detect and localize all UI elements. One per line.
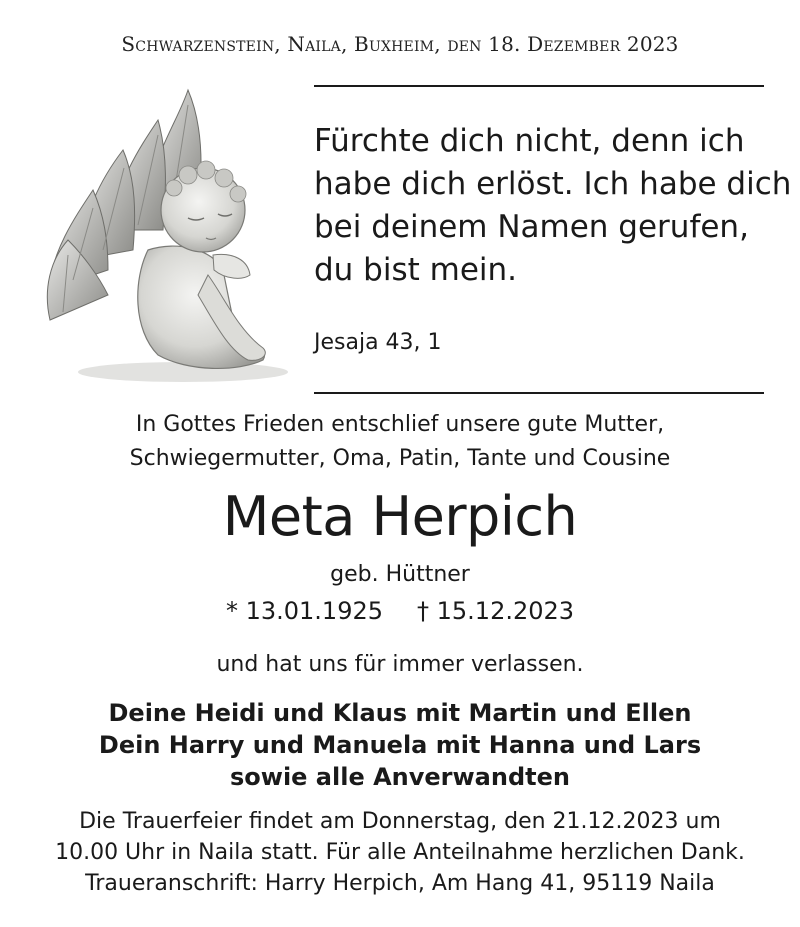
funeral-notice <box>0 806 800 899</box>
death-date: † 15.12.2023 <box>417 597 575 625</box>
notice-line: 10.00 Uhr in Naila statt. Für alle Anteilnahme herzlichen Dank. <box>55 840 745 865</box>
intro-line: Schwiegermutter, Oma, Patin, Tante und Cousine <box>129 446 671 471</box>
mourner-line: Deine Heidi und Klaus mit Martin und Ellen <box>108 699 692 727</box>
mourner-line: sowie alle Anverwandten <box>230 763 570 791</box>
bible-verse <box>314 120 792 292</box>
verse-reference: Jesaja 43, 1 <box>314 330 442 355</box>
place-date-header: Schwarzenstein, Naila, Buxheim, den 18. Dezember 2023 <box>121 32 679 56</box>
life-dates <box>0 597 800 625</box>
top-divider <box>314 85 764 87</box>
notice-line: Die Trauerfeier findet am Donnerstag, den 21.12.2023 um <box>79 809 721 834</box>
bottom-divider <box>314 392 764 394</box>
verse-line: bei deinem Namen gerufen, <box>314 209 749 245</box>
maiden-name: geb. Hüttner <box>330 562 470 587</box>
deceased-name: Meta Herpich <box>222 485 578 548</box>
verse-line: du bist mein. <box>314 252 518 288</box>
departure-text: und hat uns für immer verlassen. <box>216 652 584 677</box>
birth-date: * 13.01.1925 <box>225 597 383 625</box>
mourners-list <box>0 697 800 793</box>
mourner-line: Dein Harry und Manuela mit Hanna und Lars <box>98 731 702 759</box>
notice-line: Traueranschrift: Harry Herpich, Am Hang 41, 95119 Naila <box>85 871 715 896</box>
intro-line: In Gottes Frieden entschlief unsere gute Mutter, <box>135 412 665 437</box>
intro-text <box>0 408 800 476</box>
sleeping-angel-image <box>38 80 288 390</box>
verse-line: habe dich erlöst. Ich habe dich <box>314 166 792 202</box>
verse-line: Fürchte dich nicht, denn ich <box>314 123 745 159</box>
